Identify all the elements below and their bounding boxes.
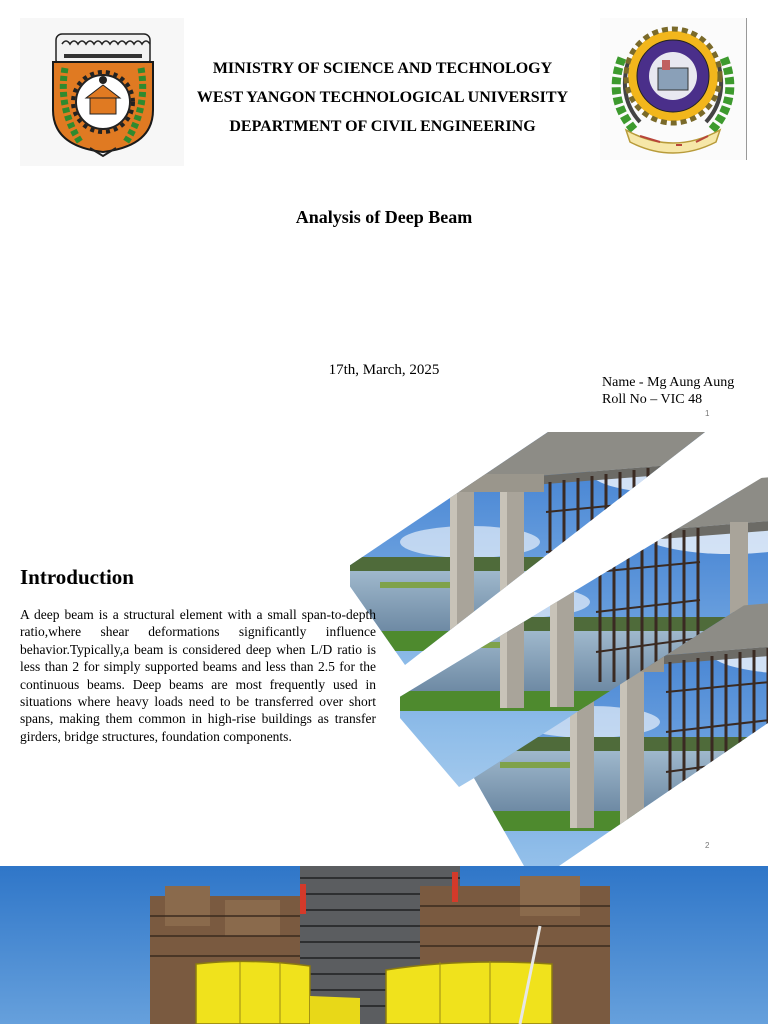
department-emblem-logo <box>600 18 746 160</box>
high-rise-construction-photo <box>0 866 768 1024</box>
page-number: 1 <box>705 409 710 418</box>
ministry-heading: MINISTRY OF SCIENCE AND TECHNOLOGY <box>212 60 553 77</box>
presentation-title: Analysis of Deep Beam <box>295 207 473 227</box>
author-info <box>602 374 734 408</box>
author-name: Name - Mg Aung Aung <box>602 375 735 390</box>
university-heading: WEST YANGON TECHNOLOGICAL UNIVERSITY <box>196 89 569 106</box>
author-roll-number: Roll No – VIC 48 <box>602 392 703 407</box>
title-slide <box>0 0 768 432</box>
logo-divider-line <box>746 18 747 160</box>
introduction-heading: Introduction <box>20 565 134 589</box>
page-number: 2 <box>705 841 710 850</box>
presentation-date: 17th, March, 2025 <box>328 362 440 378</box>
introduction-paragraph: A deep beam is a structural element with a small span-to-depth ratio,where shear deformations significantly influence behavior.Typically,a beam is considered deep when L/D ratio is less than 2 for simply supported beams and less than 2.5 for the continuous beams. Deep beams are most frequently used in situations where heavy loads need to be transferred over short spans, making them common in high-rise buildings as transfer girders, bridge structures, foundation components. <box>20 607 376 744</box>
high-rise-photo-slide <box>0 866 768 1024</box>
introduction-slide <box>0 432 768 866</box>
department-heading: DEPARTMENT OF CIVIL ENGINEERING <box>229 118 536 135</box>
